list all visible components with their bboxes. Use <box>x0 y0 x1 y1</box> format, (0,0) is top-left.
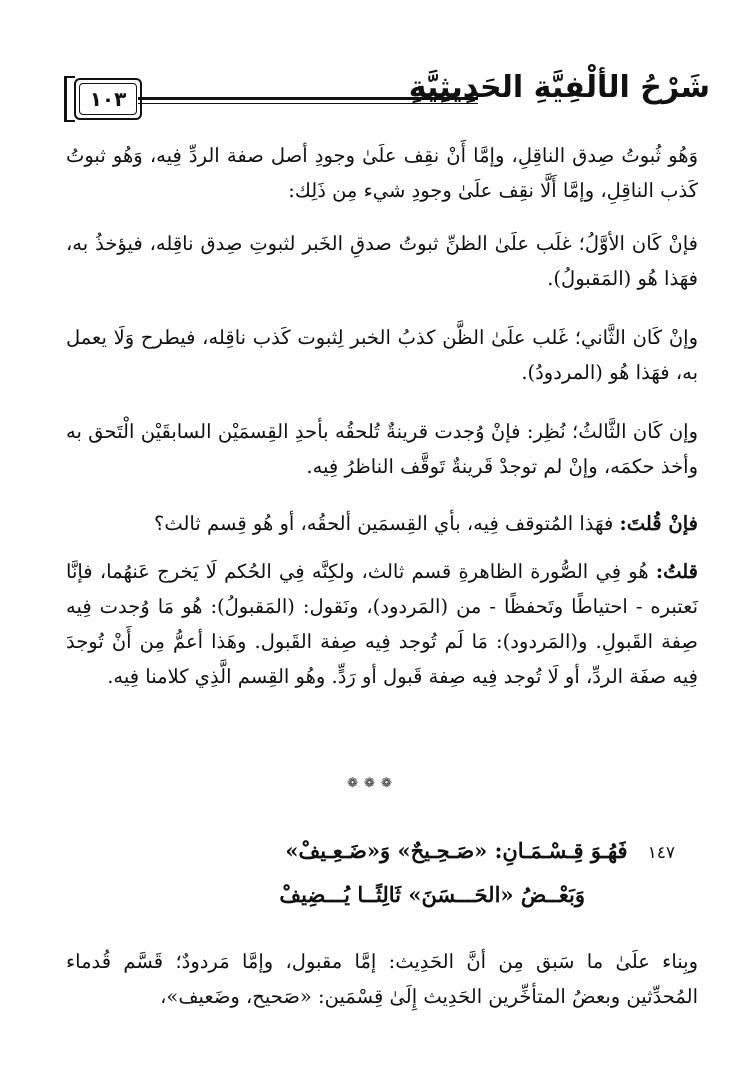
answer-text: هُو فِي الصُّورة الظاهرةِ قسم ثالث، ولكِنَّه فِي الحُكم لَا يَخرج عَنهُما، فإنَّا نَعتبره - احتياطًا وتَحفظًا - من (المَردود)، ونَقول: (المَقبولُ): هُو مَا وُجدت فِيه صِفة القَبولِ. و(المَردود): مَا لَم تُوجد فِيه صِفة القَبول. وهَذا أعمُّ مِن أَنْ تُوجدَ فِيه صفَة الردِّ، أو لَا تُوجد فِيه صِفة قَبول أو رَدٍّ. وهُو القِسم الَّذِي كلامنا فِيه. <box>66 560 698 688</box>
verse-hemistich-1: فَهُـوَ قِـسْـمَـانِ: «صَـحِـيحٌ» وَ«ضَـعِـيفْ» <box>285 838 628 863</box>
question-paragraph <box>66 506 698 541</box>
page-number: ١٠٣ <box>79 83 137 115</box>
paragraph-3 <box>66 320 698 390</box>
verse-line-1 <box>285 838 675 863</box>
paragraph-text: فإنْ كَان الأوَّلُ؛ غلَب علَىٰ الظنِّ ثبوتُ صدقِ الخَبر لثبوتِ صِدق ناقِله، فيؤخذُ به، فهَذا هُو (المَقبولُ). <box>66 232 698 290</box>
verse-hemistich-2: وَبَعْــضُ «الحَـــسَنَ» ثَالِثًــا يُـــضِيفْ <box>279 882 585 907</box>
verse-line-2 <box>279 882 585 907</box>
paragraph-text: وإن كَان الثَّالثُ؛ نُظِر: فإنْ وُجدت قرينةٌ تُلحقُه بأحدِ القِسمَيْن السابقَيْن الْتَحق به وأخذ حكمَه، وإنْ لم توجدْ قَرينةٌ تَوقَّف الناظرُ فِيه. <box>66 420 698 478</box>
verse-number: ١٤٧ <box>647 843 675 863</box>
answer-paragraph <box>66 554 698 694</box>
book-title: شَرْحُ الألْفِيَّةِ الحَدِيثِيَّةِ <box>408 70 710 105</box>
page-header <box>60 66 710 126</box>
paragraph-2 <box>66 226 698 296</box>
question-text: فهَذا المُتوقف فِيه، بأي القِسمَين ألحقُه، أو هُو قِسم ثالث؟ <box>153 512 620 535</box>
paragraph-1 <box>66 138 698 208</box>
paragraph-text: وإنْ كَان الثَّاني؛ غَلب علَىٰ الظَّن كذبُ الخبر لِثبوت كَذب ناقِله، فيطرح وَلَا يعمل به، فهَذا هُو (المردودُ). <box>66 326 698 384</box>
closing-paragraph <box>66 944 698 1014</box>
paragraph-text: وبِناء علَىٰ ما سَبق مِن أنَّ الحَدِيث: إمَّا مقبول، وإمَّا مَردودٌ؛ قَسَّم قُدماء المُحدِّثين وبعضُ المتأخِّرين الحَدِيث إِلَىٰ قِسْمَين: «صَحيح، وضَعيف»، <box>66 950 698 1008</box>
answer-label: قلتُ: <box>655 560 698 583</box>
question-label: فإنْ قُلتَ: <box>619 512 698 535</box>
paragraph-text: وَهُو ثُبوتُ صِدق الناقِلِ، وإمَّا أَنْ نقِف علَىٰ وجودِ أصل صفة الردِّ فِيه، وَهُو ثبوتُ كَذب الناقِلِ، وإمَّا أَلَّا نقِف علَىٰ وجودِ شيء مِن ذَلِك: <box>66 144 698 202</box>
page-number-box <box>74 78 142 120</box>
paragraph-4 <box>66 414 698 484</box>
section-ornament: ❁❁❁ <box>347 776 398 791</box>
